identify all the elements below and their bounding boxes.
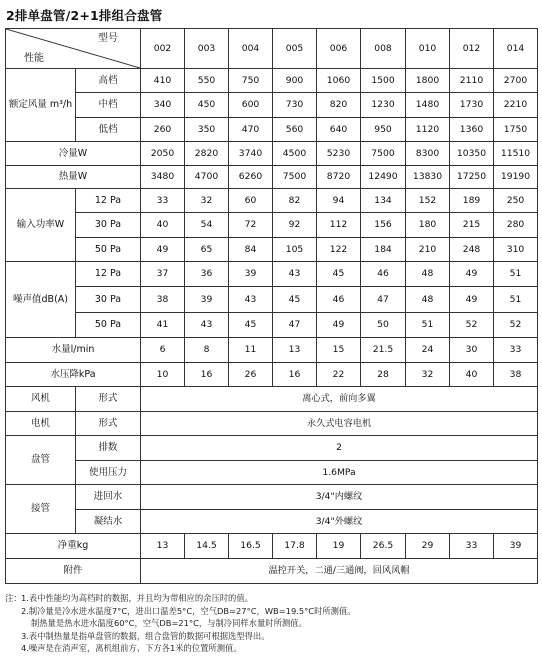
water-flow-label: 水量l/min: [6, 338, 141, 363]
data-cell: 13830: [406, 166, 450, 189]
supply-return-value: 3/4"内螺纹: [141, 485, 538, 510]
data-cell: 560: [273, 118, 317, 142]
data-cell: 8300: [406, 142, 450, 166]
data-cell: 33: [450, 534, 494, 559]
data-cell: 39: [229, 262, 273, 287]
pressure-label: 50 Pa: [76, 238, 141, 262]
motor-label: 电机: [6, 412, 76, 436]
water-pressure-drop-row: [6, 363, 538, 387]
data-cell: 410: [141, 69, 185, 93]
airflow-row-low: [6, 118, 538, 142]
model-cell: 008: [361, 29, 406, 69]
data-cell: 134: [361, 189, 406, 213]
data-cell: 37: [141, 262, 185, 287]
data-cell: 550: [185, 69, 229, 93]
data-cell: 189: [450, 189, 494, 213]
data-cell: 152: [406, 189, 450, 213]
data-cell: 6260: [229, 166, 273, 189]
data-cell: 470: [229, 118, 273, 142]
note-item: [5, 592, 537, 605]
water-pressure-drop-label: 水压降kPa: [6, 363, 141, 387]
data-cell: 22: [317, 363, 361, 387]
data-cell: 52: [494, 313, 538, 338]
fan-type-value: 离心式，前向多翼: [141, 387, 538, 412]
pressure-label: 12 Pa: [76, 189, 141, 213]
data-cell: 1230: [361, 93, 406, 118]
data-cell: 43: [229, 287, 273, 313]
data-cell: 13: [141, 534, 185, 559]
motor-row: [6, 412, 538, 436]
note-text: 1.表中性能均为高档时的数据，并且均为带相应的余压时的值。: [21, 593, 253, 603]
data-cell: 17.8: [273, 534, 317, 559]
data-cell: 48: [406, 287, 450, 313]
data-cell: 17250: [450, 166, 494, 189]
speed-level-label: 高档: [76, 69, 141, 93]
power-row-50pa: [6, 238, 538, 262]
data-cell: 750: [229, 69, 273, 93]
data-cell: 43: [185, 313, 229, 338]
data-cell: 45: [317, 262, 361, 287]
heating-row: [6, 166, 538, 189]
data-cell: 50: [361, 313, 406, 338]
data-cell: 16.5: [229, 534, 273, 559]
data-cell: 10: [141, 363, 185, 387]
data-cell: 49: [450, 287, 494, 313]
data-cell: 16: [273, 363, 317, 387]
note-item: [5, 630, 537, 643]
data-cell: 38: [141, 287, 185, 313]
connection-supply-row: [6, 485, 538, 510]
data-cell: 1500: [361, 69, 406, 93]
airflow-row-high: [6, 69, 538, 93]
model-cell: 012: [450, 29, 494, 69]
net-weight-row: [6, 534, 538, 559]
heating-label: 热量W: [6, 166, 141, 189]
data-cell: 3740: [229, 142, 273, 166]
data-cell: 950: [361, 118, 406, 142]
data-cell: 8720: [317, 166, 361, 189]
cooling-label: 冷量W: [6, 142, 141, 166]
note-text: 3.表中制热量是指单盘管的数据，组合盘管的数据可根据选型得出。: [21, 630, 270, 641]
data-cell: 4700: [185, 166, 229, 189]
data-cell: 43: [273, 262, 317, 287]
data-cell: 46: [317, 287, 361, 313]
data-cell: 52: [450, 313, 494, 338]
data-cell: 12490: [361, 166, 406, 189]
data-cell: 36: [185, 262, 229, 287]
data-cell: 310: [494, 238, 538, 262]
data-cell: 900: [273, 69, 317, 93]
condensate-value: 3/4"外螺纹: [141, 510, 538, 534]
power-row-12pa: [6, 189, 538, 213]
data-cell: 39: [185, 287, 229, 313]
data-cell: 1730: [450, 93, 494, 118]
data-cell: 49: [450, 262, 494, 287]
accessories-label: 附件: [6, 559, 141, 584]
data-cell: 820: [317, 93, 361, 118]
net-weight-label: 净重kg: [6, 534, 141, 559]
note-item: [5, 617, 537, 630]
airflow-row-medium: [6, 93, 538, 118]
data-cell: 180: [406, 213, 450, 238]
data-cell: 6: [141, 338, 185, 363]
noise-label: 噪声值dB(A): [6, 262, 76, 338]
data-cell: 260: [141, 118, 185, 142]
data-cell: 11: [229, 338, 273, 363]
airflow-label: 额定风量 m³/h: [6, 69, 76, 142]
motor-type-value: 永久式电容电机: [141, 412, 538, 436]
data-cell: 51: [494, 287, 538, 313]
data-cell: 1060: [317, 69, 361, 93]
data-cell: 640: [317, 118, 361, 142]
data-cell: 48: [406, 262, 450, 287]
noise-row-12pa: [6, 262, 538, 287]
connection-label: 接管: [6, 485, 76, 534]
speed-level-label: 中档: [76, 93, 141, 118]
data-cell: 21.5: [361, 338, 406, 363]
data-cell: 2210: [494, 93, 538, 118]
water-flow-row: [6, 338, 538, 363]
data-cell: 10350: [450, 142, 494, 166]
data-cell: 248: [450, 238, 494, 262]
data-cell: 19: [317, 534, 361, 559]
data-cell: 65: [185, 238, 229, 262]
cooling-row: [6, 142, 538, 166]
page-title: 2排单盘管/2+1排组合盘管: [6, 8, 163, 23]
fan-label: 风机: [6, 387, 76, 412]
data-cell: 60: [229, 189, 273, 213]
note-text: 4.噪声是在消声室，离机组前方、下方各1米的位置所测值。: [21, 643, 242, 654]
data-cell: 1800: [406, 69, 450, 93]
model-cell: 014: [494, 29, 538, 69]
power-label: 输入功率W: [6, 189, 76, 262]
data-cell: 24: [406, 338, 450, 363]
noise-row-50pa: [6, 313, 538, 338]
data-cell: 32: [185, 189, 229, 213]
coil-pressure-row: [6, 461, 538, 485]
data-cell: 215: [450, 213, 494, 238]
condensate-label: 凝结水: [76, 510, 141, 534]
data-cell: 7500: [361, 142, 406, 166]
data-cell: 3480: [141, 166, 185, 189]
coil-label: 盘管: [6, 436, 76, 485]
data-cell: 28: [361, 363, 406, 387]
data-cell: 730: [273, 93, 317, 118]
data-cell: 11510: [494, 142, 538, 166]
data-cell: 7500: [273, 166, 317, 189]
data-cell: 1750: [494, 118, 538, 142]
coil-rows-row: [6, 436, 538, 461]
motor-type-label: 形式: [76, 412, 141, 436]
data-cell: 184: [361, 238, 406, 262]
header-row: [6, 29, 538, 69]
data-cell: 15: [317, 338, 361, 363]
coil-rows-label: 排数: [76, 436, 141, 461]
pressure-label: 12 Pa: [76, 262, 141, 287]
accessories-value: 温控开关，二通/三通阀，回风风帽: [141, 559, 538, 584]
data-cell: 16: [185, 363, 229, 387]
data-cell: 2050: [141, 142, 185, 166]
coil-pressure-label: 使用压力: [76, 461, 141, 485]
data-cell: 38: [494, 363, 538, 387]
data-cell: 19190: [494, 166, 538, 189]
data-cell: 1480: [406, 93, 450, 118]
pressure-label: 30 Pa: [76, 287, 141, 313]
data-cell: 51: [406, 313, 450, 338]
pressure-label: 30 Pa: [76, 213, 141, 238]
speed-level-label: 低档: [76, 118, 141, 142]
data-cell: 156: [361, 213, 406, 238]
data-cell: 5230: [317, 142, 361, 166]
data-cell: 45: [229, 313, 273, 338]
note-item: [5, 642, 537, 655]
data-cell: 250: [494, 189, 538, 213]
performance-heading: 性能: [24, 52, 44, 64]
data-cell: 49: [317, 313, 361, 338]
coil-pressure-value: 1.6MPa: [141, 461, 538, 485]
data-cell: 47: [273, 313, 317, 338]
model-cell: 004: [229, 29, 273, 69]
data-cell: 350: [185, 118, 229, 142]
note-text: 制热量是热水进水温度60°C，空气DB=21°C，与制冷同样水量时所测值。: [31, 618, 307, 629]
spec-table: [5, 28, 538, 584]
model-cell: 002: [141, 29, 185, 69]
accessories-row: [6, 559, 538, 584]
data-cell: 1360: [450, 118, 494, 142]
data-cell: 4500: [273, 142, 317, 166]
model-cell: 006: [317, 29, 361, 69]
data-cell: 41: [141, 313, 185, 338]
data-cell: 39: [494, 534, 538, 559]
data-cell: 92: [273, 213, 317, 238]
note-item: [5, 605, 537, 618]
fan-type-label: 形式: [76, 387, 141, 412]
model-cell: 010: [406, 29, 450, 69]
data-cell: 45: [273, 287, 317, 313]
note-text: 2.制冷量是冷水进水温度7°C，进出口温差5°C，空气DB=27°C，WB=19.5°C时所测值。: [21, 605, 356, 616]
model-cell: 003: [185, 29, 229, 69]
data-cell: 32: [406, 363, 450, 387]
data-cell: 47: [361, 287, 406, 313]
pressure-label: 50 Pa: [76, 313, 141, 338]
data-cell: 40: [450, 363, 494, 387]
data-cell: 2700: [494, 69, 538, 93]
data-cell: 105: [273, 238, 317, 262]
data-cell: 13: [273, 338, 317, 363]
model-cell: 005: [273, 29, 317, 69]
coil-rows-value: 2: [141, 436, 538, 461]
data-cell: 82: [273, 189, 317, 213]
data-cell: 2820: [185, 142, 229, 166]
data-cell: 14.5: [185, 534, 229, 559]
notes-prefix: 注：: [5, 593, 22, 603]
data-cell: 450: [185, 93, 229, 118]
data-cell: 122: [317, 238, 361, 262]
supply-return-label: 进回水: [76, 485, 141, 510]
data-cell: 72: [229, 213, 273, 238]
fan-row: [6, 387, 538, 412]
data-cell: 1120: [406, 118, 450, 142]
model-heading: 型号: [98, 33, 118, 44]
data-cell: 51: [494, 262, 538, 287]
data-cell: 54: [185, 213, 229, 238]
data-cell: 340: [141, 93, 185, 118]
data-cell: 29: [406, 534, 450, 559]
data-cell: 46: [361, 262, 406, 287]
power-row-30pa: [6, 213, 538, 238]
noise-row-30pa: [6, 287, 538, 313]
data-cell: 26: [229, 363, 273, 387]
data-cell: 2110: [450, 69, 494, 93]
data-cell: 94: [317, 189, 361, 213]
data-cell: 49: [141, 238, 185, 262]
data-cell: 33: [494, 338, 538, 363]
data-cell: 26.5: [361, 534, 406, 559]
data-cell: 84: [229, 238, 273, 262]
connection-condensate-row: [6, 510, 538, 534]
data-cell: 40: [141, 213, 185, 238]
corner-header-cell: [6, 29, 141, 69]
data-cell: 280: [494, 213, 538, 238]
notes-section: [5, 592, 537, 655]
data-cell: 33: [141, 189, 185, 213]
data-cell: 210: [406, 238, 450, 262]
data-cell: 600: [229, 93, 273, 118]
data-cell: 30: [450, 338, 494, 363]
data-cell: 112: [317, 213, 361, 238]
data-cell: 8: [185, 338, 229, 363]
